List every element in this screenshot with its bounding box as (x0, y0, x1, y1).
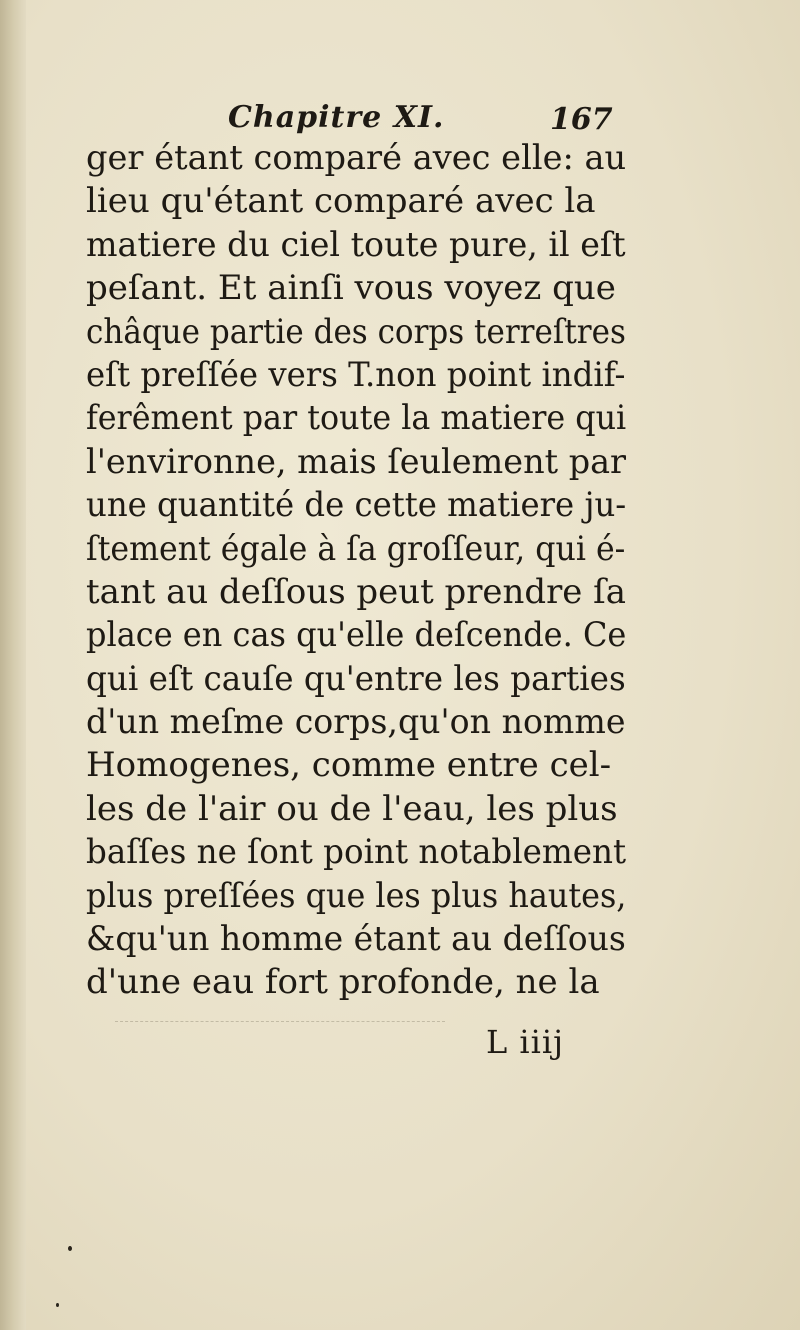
text-line: tant au deſſous peut prendre ſa (86, 571, 626, 612)
text-line: Homogenes, comme entre cel- (86, 745, 612, 786)
text-line: l'environne, mais ſeulement par (86, 441, 627, 482)
text-line: qui eſt cauſe qu'entre les parties (86, 658, 626, 699)
text-line: ſtement égale à ſa groſſeur, qui é- (86, 528, 626, 569)
binding-gutter (0, 0, 26, 1330)
ink-speck (68, 1246, 72, 1251)
faint-rule (115, 1021, 445, 1022)
text-line: plus preſſées que les plus hautes, (86, 875, 627, 916)
page-header (228, 100, 628, 140)
text-line: les de l'air ou de l'eau, les plus (86, 788, 618, 829)
ink-speck (56, 1303, 59, 1307)
text-line: matiere du ciel toute pure, il eſt (86, 224, 626, 265)
body-text (86, 137, 626, 1005)
text-line: d'un meſme corps,qu'on nomme (86, 702, 626, 743)
text-line: châque partie des corps terreſtres (86, 311, 626, 352)
text-line: ferêment par toute la matiere qui (86, 398, 627, 439)
page-number: 167 (550, 102, 613, 137)
text-line: ger étant comparé avec elle: au (86, 138, 627, 178)
text-line: peſant. Et ainſi vous voyez que (86, 268, 616, 309)
text-line: baſſes ne ſont point notablement (86, 832, 627, 873)
running-title: Chapitre XI. (228, 100, 445, 135)
text-line: place en cas qu'elle deſcende. Ce (86, 615, 627, 656)
text-line: d'une eau fort profonde, ne la (86, 962, 600, 1003)
text-line: &qu'un homme étant au deſſous (86, 919, 626, 960)
text-line: une quantité de cette matiere ju- (86, 485, 627, 526)
text-line: lieu qu'étant comparé avec la (86, 181, 596, 222)
text-line: eſt preſſée vers T.non point indif- (86, 354, 626, 395)
signature-mark: L iiij (486, 1023, 565, 1061)
